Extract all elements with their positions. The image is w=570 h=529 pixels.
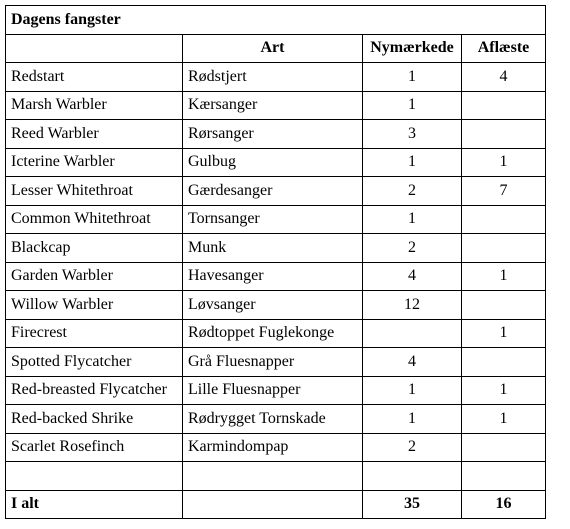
species-english-cell: Blackcap — [6, 234, 183, 263]
read-count-cell — [462, 205, 546, 234]
read-count-cell: 4 — [462, 63, 546, 92]
new-count-cell: 1 — [363, 376, 462, 405]
species-danish-cell: Tornsanger — [183, 205, 363, 234]
read-count-cell — [462, 120, 546, 149]
species-danish-cell: Gærdesanger — [183, 177, 363, 206]
read-count-cell — [462, 291, 546, 320]
read-count-cell — [462, 348, 546, 377]
new-count-cell: 1 — [363, 91, 462, 120]
species-english-cell: Red-breasted Flycatcher — [6, 376, 183, 405]
header-art: Art — [183, 34, 363, 63]
species-english-cell: Lesser Whitethroat — [6, 177, 183, 206]
catch-table-container — [5, 5, 546, 519]
new-count-cell: 4 — [363, 348, 462, 377]
read-count-cell: 1 — [462, 319, 546, 348]
new-count-cell: 1 — [363, 405, 462, 434]
table-row — [6, 120, 546, 149]
total-label: I alt — [6, 490, 183, 519]
title-row — [6, 6, 546, 35]
empty-cell — [462, 462, 546, 491]
species-english-cell: Firecrest — [6, 319, 183, 348]
species-danish-cell: Havesanger — [183, 262, 363, 291]
species-english-cell: Redstart — [6, 63, 183, 92]
new-count-cell: 2 — [363, 177, 462, 206]
new-count-cell: 1 — [363, 205, 462, 234]
species-danish-cell: Grå Fluesnapper — [183, 348, 363, 377]
table-title: Dagens fangster — [6, 6, 546, 35]
catch-table — [5, 5, 546, 519]
new-count-cell: 12 — [363, 291, 462, 320]
new-count-cell: 2 — [363, 234, 462, 263]
read-count-cell — [462, 91, 546, 120]
table-row — [6, 177, 546, 206]
table-row — [6, 319, 546, 348]
species-english-cell: Red-backed Shrike — [6, 405, 183, 434]
read-count-cell: 1 — [462, 148, 546, 177]
new-count-cell: 2 — [363, 433, 462, 462]
species-english-cell: Common Whitethroat — [6, 205, 183, 234]
read-count-cell: 7 — [462, 177, 546, 206]
table-row — [6, 262, 546, 291]
species-danish-cell: Munk — [183, 234, 363, 263]
read-count-cell: 1 — [462, 405, 546, 434]
total-new: 35 — [363, 490, 462, 519]
new-count-cell: 3 — [363, 120, 462, 149]
table-row — [6, 433, 546, 462]
species-english-cell: Reed Warbler — [6, 120, 183, 149]
empty-row-group — [6, 462, 546, 491]
table-row — [6, 205, 546, 234]
table-row — [6, 348, 546, 377]
species-english-cell: Icterine Warbler — [6, 148, 183, 177]
new-count-cell — [363, 319, 462, 348]
read-count-cell — [462, 234, 546, 263]
empty-cell — [6, 462, 183, 491]
table-row — [6, 91, 546, 120]
species-danish-cell: Gulbug — [183, 148, 363, 177]
header-new: Nymærkede — [363, 34, 462, 63]
table-row — [6, 234, 546, 263]
empty-cell — [183, 462, 363, 491]
empty-row — [6, 462, 546, 491]
species-english-cell: Willow Warbler — [6, 291, 183, 320]
total-row — [6, 490, 546, 519]
species-danish-cell: Lille Fluesnapper — [183, 376, 363, 405]
species-danish-cell: Rørsanger — [183, 120, 363, 149]
read-count-cell: 1 — [462, 376, 546, 405]
total-read: 16 — [462, 490, 546, 519]
species-english-cell: Marsh Warbler — [6, 91, 183, 120]
species-danish-cell: Rødtoppet Fuglekonge — [183, 319, 363, 348]
header-read: Aflæste — [462, 34, 546, 63]
table-row — [6, 148, 546, 177]
read-count-cell: 1 — [462, 262, 546, 291]
table-row — [6, 291, 546, 320]
read-count-cell — [462, 433, 546, 462]
species-english-cell: Garden Warbler — [6, 262, 183, 291]
new-count-cell: 1 — [363, 63, 462, 92]
species-english-cell: Spotted Flycatcher — [6, 348, 183, 377]
empty-cell — [363, 462, 462, 491]
table-row — [6, 405, 546, 434]
header-english-name — [6, 34, 183, 63]
new-count-cell: 1 — [363, 148, 462, 177]
new-count-cell: 4 — [363, 262, 462, 291]
table-row — [6, 63, 546, 92]
species-english-cell: Scarlet Rosefinch — [6, 433, 183, 462]
header-row — [6, 34, 546, 63]
species-danish-cell: Løvsanger — [183, 291, 363, 320]
species-danish-cell: Karmindompap — [183, 433, 363, 462]
species-danish-cell: Rødrygget Tornskade — [183, 405, 363, 434]
species-danish-cell: Kærsanger — [183, 91, 363, 120]
species-danish-cell: Rødstjert — [183, 63, 363, 92]
table-row — [6, 376, 546, 405]
table-body — [6, 63, 546, 462]
total-empty-cell — [183, 490, 363, 519]
